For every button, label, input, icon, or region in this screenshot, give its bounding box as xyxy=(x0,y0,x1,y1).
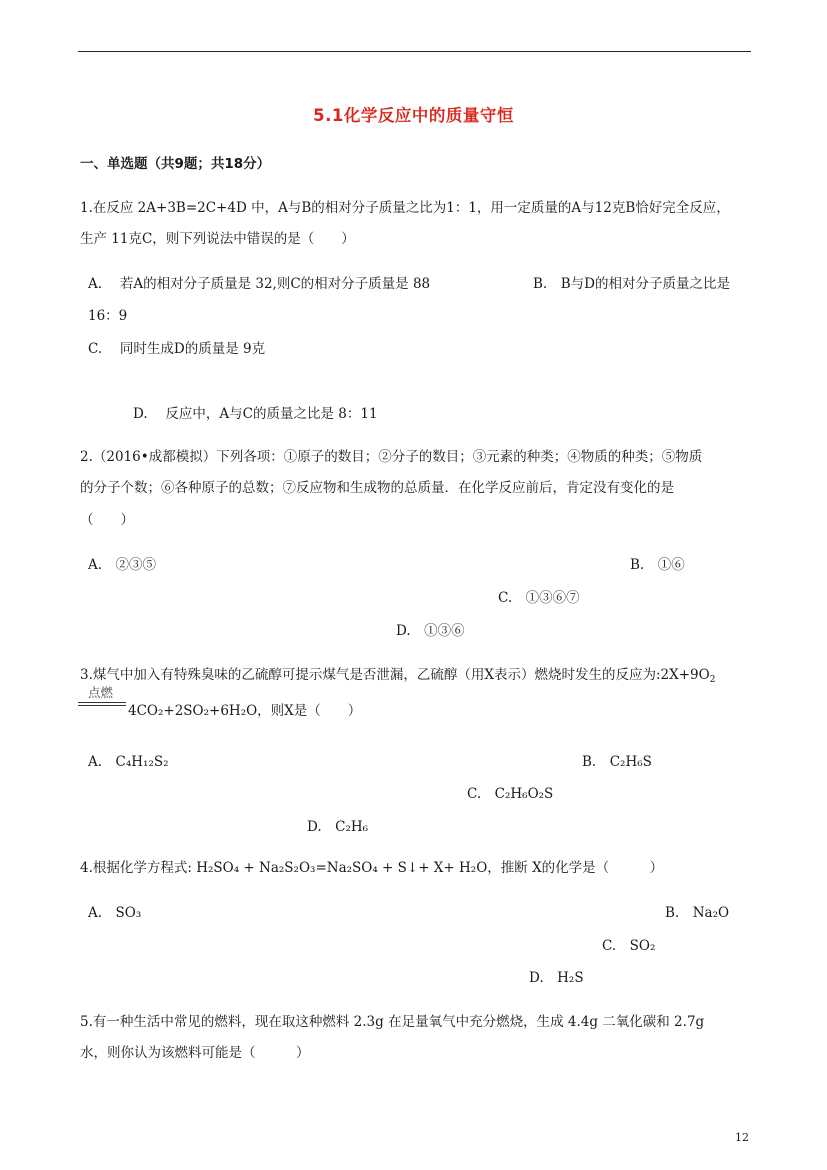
page-title: 5.1化学反应中的质量守恒 xyxy=(313,106,514,125)
q5-stem-line1: 5.有一种生活中常见的燃料，现在取这种燃料 2.3g 在足量氧气中充分燃烧，生成 4.4g 二氧化碳和 2.7g xyxy=(80,1014,705,1030)
header-rule xyxy=(78,51,751,52)
q3-option-d: D. C₂H₆ xyxy=(307,819,369,835)
section-heading: 一、单选题（共9题；共18分） xyxy=(80,156,271,172)
q4-stem-line1: 4.根据化学方程式: H₂SO₄ + Na₂S₂O₃=Na₂SO₄ + S↓+ X+ H₂O，推断 X的化学是（ ） xyxy=(80,860,664,876)
q3-equation-left: 2X+9O xyxy=(660,667,710,683)
q4-option-c: C. SO₂ xyxy=(602,938,656,954)
q1-option-d: D. 反应中，A与C的质量之比是 8：11 xyxy=(133,406,378,422)
equals-line-bottom xyxy=(78,705,126,706)
q4-option-b: B. Na₂O xyxy=(665,905,730,921)
condition-label: 点燃 xyxy=(88,685,114,700)
q3-option-b: B. C₂H₆S xyxy=(582,754,652,770)
q3-stem-text: 3.煤气中加入有特殊臭味的乙硫醇可提示煤气是否泄漏，乙硫醇（用X表示）燃烧时发生的反应为: xyxy=(80,667,661,683)
q5-stem-line2: 水，则你认为该燃料可能是（ ） xyxy=(80,1045,310,1061)
q2-option-a: A. ②③⑤ xyxy=(88,557,157,573)
q2-stem-line2: 的分子个数；⑥各种原子的总数；⑦反应物和生成物的总质量．在化学反应前后，肯定没有变化的是 xyxy=(80,480,674,496)
q1-option-b: B. B与D的相对分子质量之比是 xyxy=(533,276,730,292)
q2-stem-line3: （ ） xyxy=(80,512,134,528)
equals-line-top xyxy=(78,702,126,703)
q3-option-a: A. C₄H₁₂S₂ xyxy=(88,754,169,770)
q2-stem-line1: 2.（2016•成都模拟）下列各项：①原子的数目；②分子的数目；③元素的种类；④物质的种类；⑤物质 xyxy=(80,449,703,465)
q3-equation-right: 4CO₂+2SO₂+6H₂O，则X是（ ） xyxy=(128,703,362,719)
q2-option-d: D. ①③⑥ xyxy=(396,623,465,639)
q1-stem-line1: 1.在反应 2A+3B=2C+4D 中，A与B的相对分子质量之比为1：1，用一定质量的A与12克B恰好完全反应， xyxy=(80,200,730,216)
page-number: 12 xyxy=(735,1131,749,1144)
q2-option-c: C. ①③⑥⑦ xyxy=(498,590,580,606)
q4-option-d: D. H₂S xyxy=(529,970,584,986)
q1-option-c: C. 同时生成D的质量是 9克 xyxy=(88,341,266,357)
q1-option-a: A. 若A的相对分子质量是 32,则C的相对分子质量是 88 xyxy=(88,276,431,292)
reaction-condition xyxy=(78,683,126,713)
q2-option-b: B. ①⑥ xyxy=(630,557,685,573)
q3-equation-left-sub: 2 xyxy=(709,675,716,685)
q1-stem-line2: 生产 11克C，则下列说法中错误的是（ ） xyxy=(80,231,355,247)
q3-option-c: C. C₂H₆O₂S xyxy=(467,786,554,802)
q4-option-a: A. SO₃ xyxy=(88,905,142,921)
q3-stem-line1 xyxy=(80,663,715,683)
q1-option-b-cont: 16：9 xyxy=(88,308,128,324)
